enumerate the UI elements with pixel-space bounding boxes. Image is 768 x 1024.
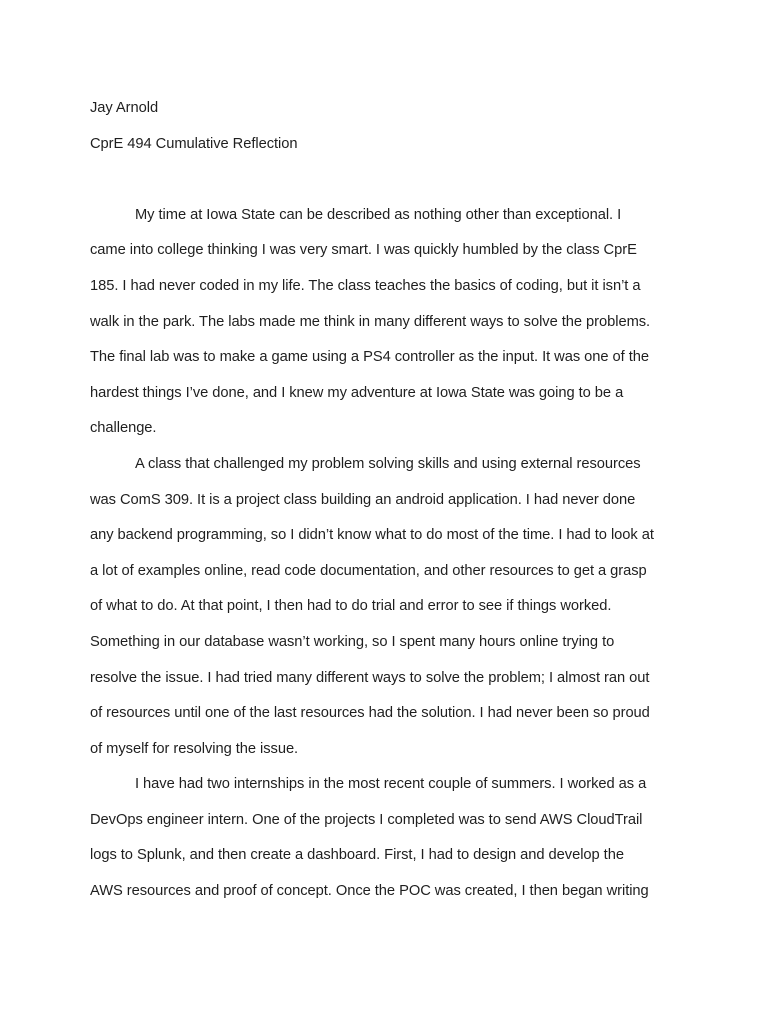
paragraph-1 [90, 198, 680, 447]
paragraph-line: of myself for resolving the issue. [90, 740, 299, 757]
paragraph-line: of what to do. At that point, I then had to do trial and error to see if things worked. [90, 598, 612, 615]
paragraph-3 [90, 767, 680, 909]
paragraph-line: logs to Splunk, and then create a dashboard. First, I had to design and develop the [90, 847, 624, 864]
paragraph-line: resolve the issue. I had tried many different ways to solve the problem; I almost ran out [90, 669, 650, 686]
paragraph-line: hardest things I’ve done, and I knew my adventure at Iowa State was going to be a [90, 384, 624, 401]
blank-line [90, 162, 680, 198]
paragraph-line: was ComS 309. It is a project class building an android application. I had never done [90, 491, 636, 508]
paragraph-line: Something in our database wasn’t working, so I spent many hours online trying to [90, 633, 615, 650]
paragraph-line: a lot of examples online, read code documentation, and other resources to get a grasp [90, 562, 647, 579]
paragraph-line: My time at Iowa State can be described as nothing other than exceptional. I [135, 206, 622, 223]
paragraph-line: any backend programming, so I didn’t know what to do most of the time. I had to look at [90, 527, 654, 544]
paragraph-line: DevOps engineer intern. One of the projects I completed was to send AWS CloudTrail [90, 811, 643, 828]
paragraph-line: of resources until one of the last resources had the solution. I had never been so proud [90, 705, 650, 722]
paragraph-2 [90, 447, 680, 767]
paragraph-line: challenge. [90, 420, 157, 437]
paragraph-line: The final lab was to make a game using a PS4 controller as the input. It was one of the [90, 349, 649, 366]
paragraph-line: A class that challenged my problem solving skills and using external resources [135, 455, 641, 472]
paragraph-line: came into college thinking I was very smart. I was quickly humbled by the class CprE [90, 242, 637, 259]
paragraph-line: I have had two internships in the most recent couple of summers. I worked as a [135, 776, 647, 793]
document-title: CprE 494 Cumulative Reflection [90, 135, 298, 152]
paragraph-line: 185. I had never coded in my life. The class teaches the basics of coding, but it isn’t a [90, 277, 641, 294]
author-name: Jay Arnold [90, 100, 159, 116]
document-page [90, 91, 680, 910]
paragraph-line: AWS resources and proof of concept. Once the POC was created, I then began writing [90, 883, 649, 900]
paragraph-line: walk in the park. The labs made me think in many different ways to solve the problems. [90, 313, 651, 330]
